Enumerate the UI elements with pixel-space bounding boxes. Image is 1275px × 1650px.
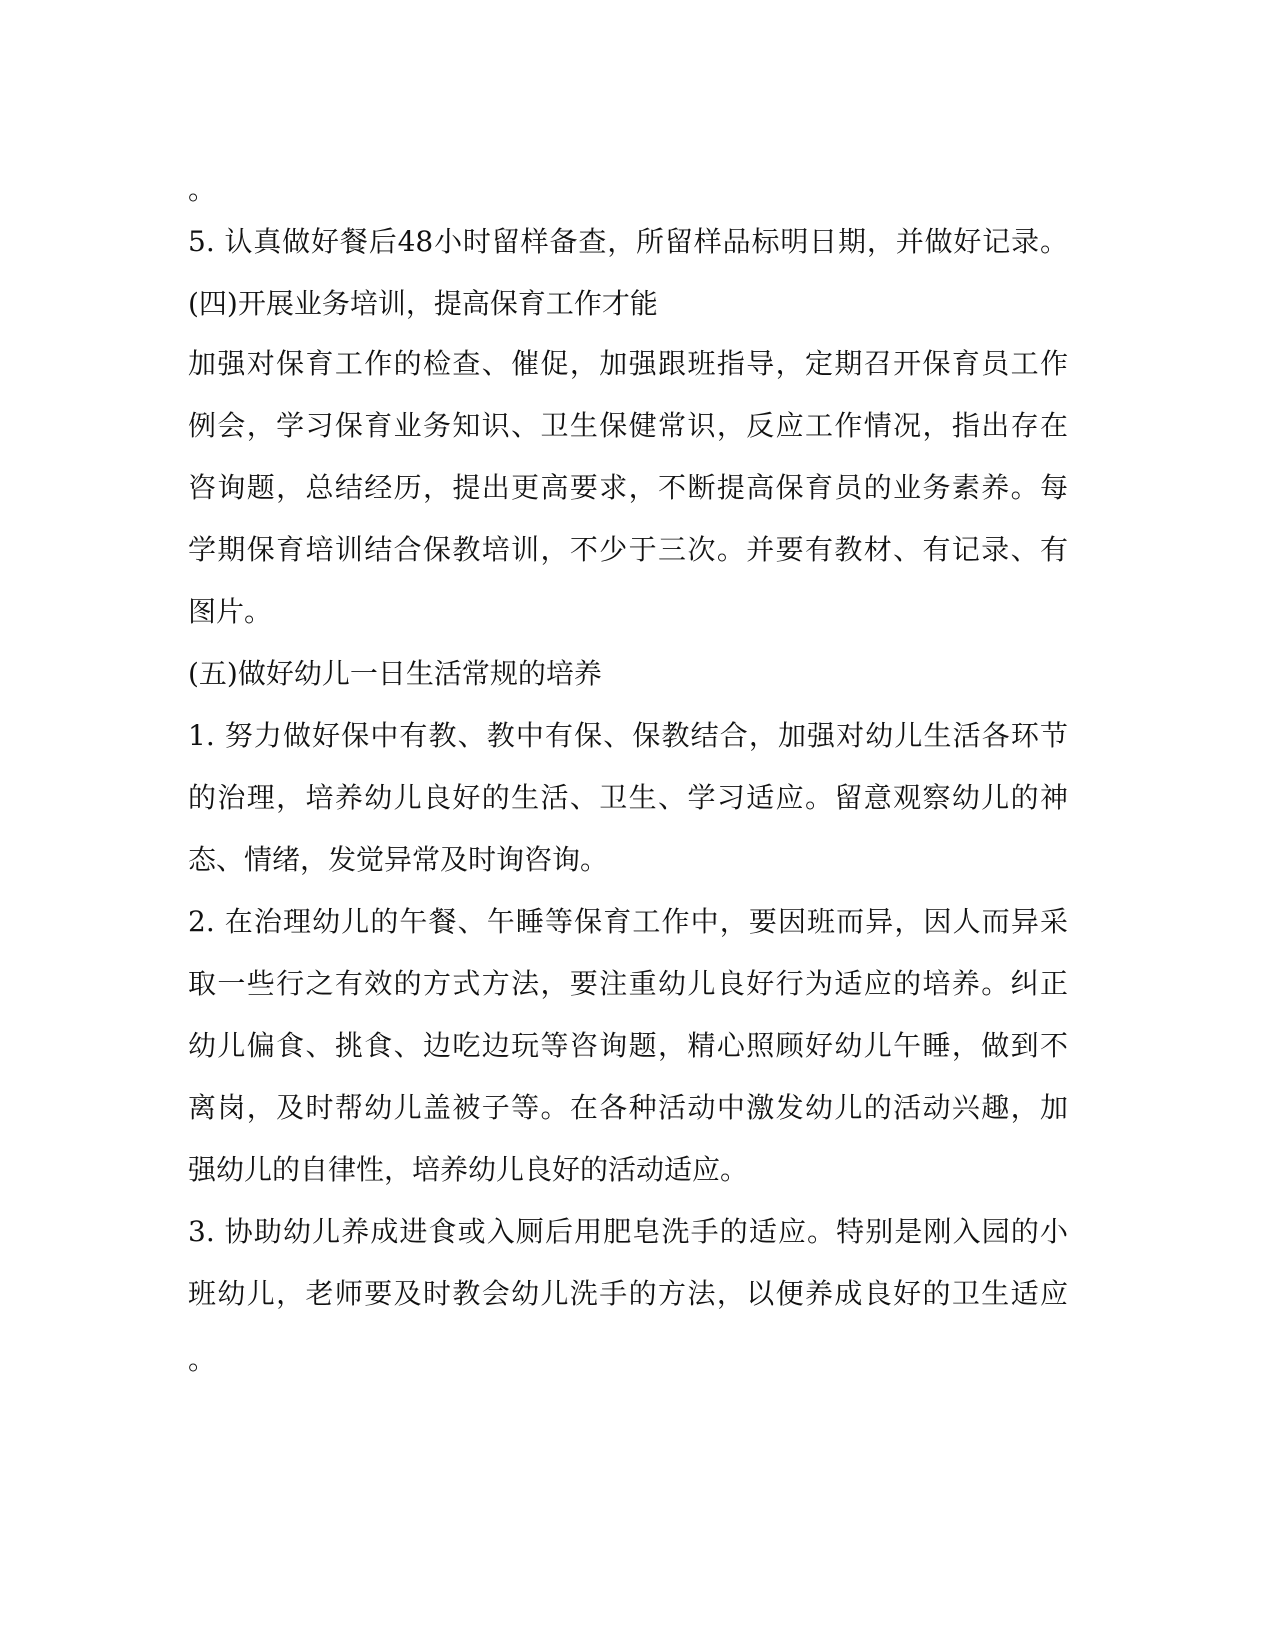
text-line-13: 2. 在治理幼儿的午餐、午睡等保育工作中，要因班而异，因人而异采 — [188, 905, 1068, 938]
text-line-5: 例会，学习保育业务知识、卫生保健常识，反应工作情况，指出存在 — [188, 409, 1068, 442]
text-line-2: 5. 认真做好餐后48小时留样备查，所留样品标明日期，并做好记录。 — [188, 225, 1068, 258]
text-line-8: 图片。 — [188, 595, 273, 628]
text-line-7: 学期保育培训结合保教培训，不少于三次。并要有教材、有记录、有 — [188, 533, 1068, 566]
text-line-18: 3. 协助幼儿养成进食或入厕后用肥皂洗手的适应。特别是刚入园的小 — [188, 1215, 1068, 1248]
section-heading-4: (四)开展业务培训，提高保育工作才能 — [188, 287, 658, 320]
text-line-16: 离岗，及时帮幼儿盖被子等。在各种活动中激发幼儿的活动兴趣，加 — [188, 1091, 1068, 1124]
text-line-20: 。 — [188, 1343, 217, 1376]
text-line-15: 幼儿偏食、挑食、边吃边玩等咨询题，精心照顾好幼儿午睡，做到不 — [188, 1029, 1068, 1062]
text-line-17: 强幼儿的自律性，培养幼儿良好的活动适应。 — [188, 1153, 749, 1186]
text-line-11: 的治理，培养幼儿良好的生活、卫生、学习适应。留意观察幼儿的神 — [188, 781, 1068, 814]
text-line-1: 。 — [188, 173, 217, 206]
text-line-4: 加强对保育工作的检查、催促，加强跟班指导，定期召开保育员工作 — [188, 347, 1068, 380]
text-line-19: 班幼儿，老师要及时教会幼儿洗手的方法，以便养成良好的卫生适应 — [188, 1277, 1068, 1310]
text-line-12: 态、情绪，发觉异常及时询咨询。 — [188, 843, 609, 876]
text-line-6: 咨询题，总结经历，提出更高要求，不断提高保育员的业务素养。每 — [188, 471, 1068, 504]
text-line-10: 1. 努力做好保中有教、教中有保、保教结合，加强对幼儿生活各环节 — [188, 719, 1068, 752]
section-heading-5: (五)做好幼儿一日生活常规的培养 — [188, 657, 602, 690]
text-line-14: 取一些行之有效的方式方法，要注重幼儿良好行为适应的培养。纠正 — [188, 967, 1068, 1000]
